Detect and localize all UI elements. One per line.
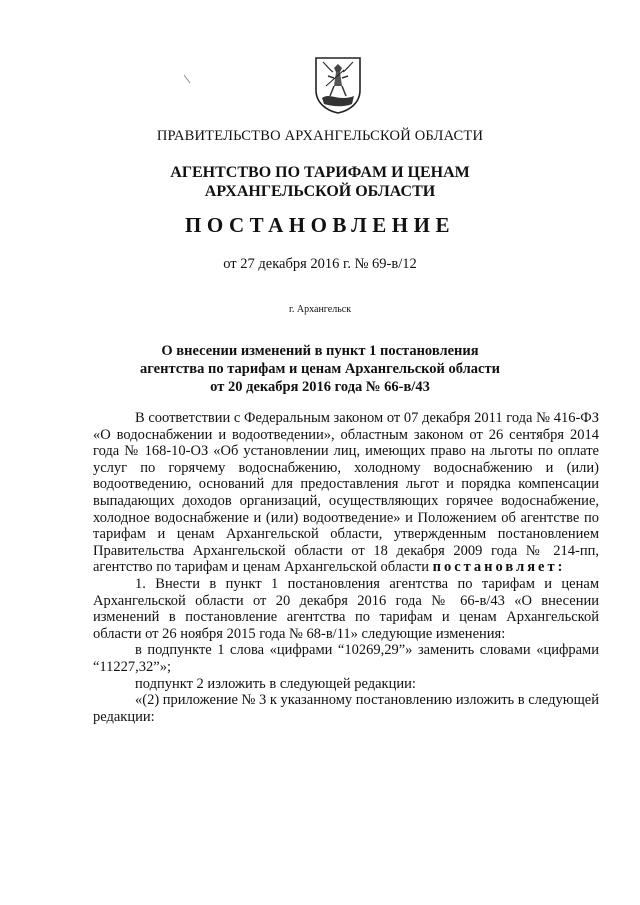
decrees-word: постановляет: <box>432 559 566 576</box>
date-and-number: от 27 декабря 2016 г. № 69-в/12 <box>223 256 417 272</box>
subject-line2: агентства по тарифам и ценам Архангельской области <box>140 361 500 377</box>
subitem-1-paragraph: в подпункте 1 слова «цифрами “10269,29”» заменить словами «цифрами “11227,32”»; <box>93 642 599 675</box>
document-subject <box>0 342 640 396</box>
government-name: ПРАВИТЕЛЬСТВО АРХАНГЕЛЬСКОЙ ОБЛАСТИ <box>156 128 484 144</box>
coat-of-arms-icon <box>314 56 362 114</box>
subitem-2-text-paragraph: «(2) приложение № 3 к указанному постановлению изложить в следующей редакции: <box>93 692 599 725</box>
preamble-paragraph <box>93 410 599 576</box>
city: г. Архангельск <box>288 304 352 315</box>
document-body <box>93 410 599 725</box>
agency-name <box>0 163 640 201</box>
agency-name-line2: АРХАНГЕЛЬСКОЙ ОБЛАСТИ <box>204 183 436 200</box>
subject-line1: О внесении изменений в пункт 1 постановления <box>161 343 479 359</box>
subitem-2-paragraph: подпункт 2 изложить в следующей редакции: <box>135 675 416 692</box>
document-type: ПОСТАНОВЛЕНИЕ <box>185 213 455 237</box>
item-1-paragraph: 1. Внести в пункт 1 постановления агентства по тарифам и ценам Архангельской области от 20 декабря 2016 года № 66-в/43 «О внесении изменений в постановление агентства по тарифам и ценам Архангельской области от 26 ноября 2015 года № 68-в/11» следующие изменения: <box>93 575 599 642</box>
agency-name-line1: АГЕНТСТВО ПО ТАРИФАМ И ЦЕНАМ <box>170 164 470 181</box>
margin-mark <box>183 74 191 84</box>
subject-line3: от 20 декабря 2016 года № 66-в/43 <box>210 379 430 395</box>
preamble-text: В соответствии с Федеральным законом от 07 декабря 2011 года № 416-ФЗ «О водоснабжении и водоотведении», областным законом от 26 сентября 2014 года № 168-10-ОЗ «Об установлении лиц, имеющих право на льготы по оплате услуг по горячему водоснабжению, холодному водоснабжению и (или) водоотведению, оснований для предоставления льгот и порядка компенсации выпадающих доходов организаций, осуществляющих горячее водоснабжение, холодное водоснабжение и (или) водоотведение» и Положением об агентстве по тарифам и ценам Архангельской области, утвержденным постановлением Правительства Архангельской области от 18 декабря 2009 года № 214-пп, агентство по тарифам и ценам Архангельской области <box>93 410 599 576</box>
